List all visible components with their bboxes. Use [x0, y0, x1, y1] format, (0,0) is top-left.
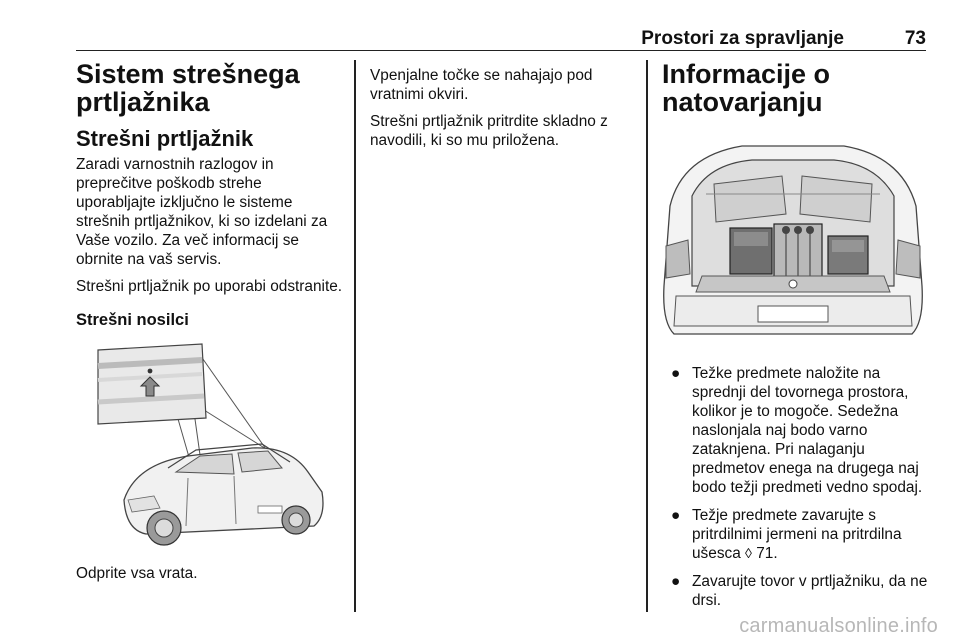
list-item [662, 506, 928, 563]
paragraph: Strešni prtljažnik po uporabi odstranite. [76, 278, 343, 295]
page-reference[interactable]: 71. [751, 545, 778, 562]
bullet-text: Težke predmete naložite na sprednji del tovornega prostora, kolikor je to mogoče. Sedežna naslonjala naj bodo varno zataknjena. Pri nalaganju predmetov enega na drugega naj bodo težji predmeti vedno spodaj. [692, 365, 923, 496]
middle-column [370, 66, 638, 158]
page-number: 73 [904, 28, 926, 49]
column-divider-left [354, 60, 356, 612]
loading-bullet-list [662, 364, 928, 610]
figure-caption: Odprite vsa vrata. [76, 565, 198, 582]
paragraph: Zaradi varnostnih razlogov in preprečitve poškodb strehe uporabljajte izključno le sisteme strešnih prtljažnikov, ki so izdelani za Vaše vozilo. Za več informacij se obrnite na vaš servis. [76, 156, 328, 268]
column-divider-right [646, 60, 648, 612]
bullet-icon: ● [671, 573, 681, 590]
left-column [76, 60, 344, 583]
paragraph: Vpenjalne točke se nahajajo pod vratnimi okviri. [370, 67, 593, 103]
subsection-heading: Strešni nosilci [76, 311, 189, 329]
bullet-text: Zavarujte tovor v prtljažniku, da ne drsi. [692, 573, 928, 609]
watermark: carmanualsonline.info [739, 615, 938, 637]
right-column [662, 60, 928, 619]
bullet-icon: ● [671, 365, 681, 382]
roof-rack-figure [76, 340, 340, 550]
section-heading: Strešni prtljažnik [76, 126, 254, 151]
running-title: Prostori za spravljanje [641, 28, 844, 49]
list-item [662, 572, 928, 610]
bullet-icon: ● [671, 507, 681, 524]
list-item [662, 364, 928, 497]
main-heading: Sistem strešnega prtljažnika [76, 59, 300, 117]
page-header [76, 26, 926, 51]
page-reference-icon: ◊ [745, 545, 752, 561]
bullet-text: Težje predmete zavarujte s pritrdilnimi jermeni na pritrdilna ušesca [692, 507, 902, 562]
paragraph: Strešni prtljažnik pritrdite skladno z navodili, ki so mu priložena. [370, 113, 608, 149]
luggage-compartment-figure [662, 136, 924, 346]
loading-info-heading: Informacije o natovarjanju [662, 59, 831, 117]
